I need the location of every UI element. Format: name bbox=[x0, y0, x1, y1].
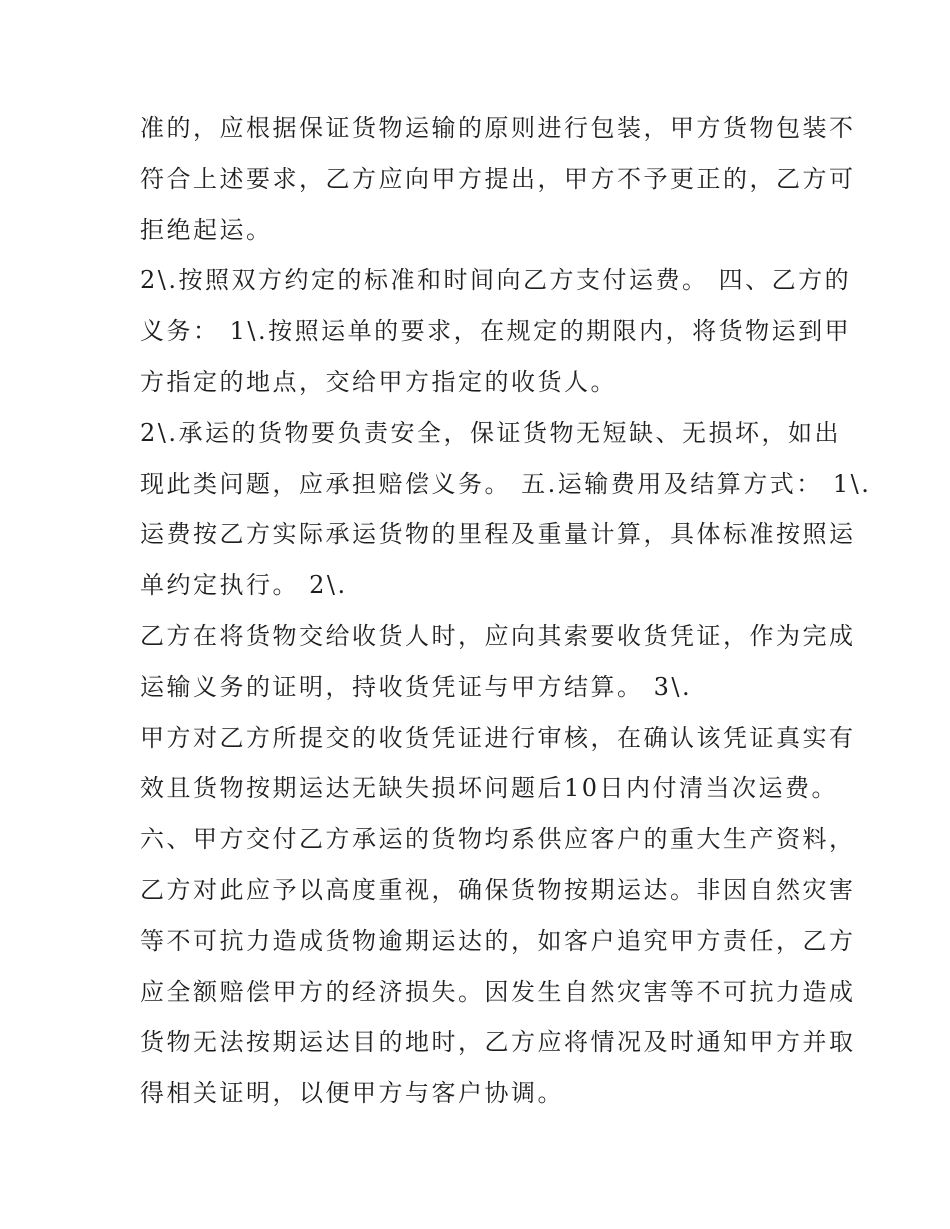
text-line: 符合上述要求，乙方应向甲方提出，甲方不予更正的，乙方可 bbox=[140, 164, 856, 193]
text-line: 效且货物按期运达无缺失损坏问题后10日内付清当次运费。 bbox=[140, 774, 839, 803]
text-line: 运费按乙方实际承运货物的里程及重量计算，具体标准按照运 bbox=[140, 520, 856, 549]
text-line: 单约定执行。 2\. bbox=[140, 571, 348, 600]
text-line: 等不可抗力造成货物逾期运达的，如客户追究甲方责任，乙方 bbox=[140, 926, 856, 955]
text-line: 乙方在将货物交给收货人时，应向其索要收货凭证，作为完成 bbox=[140, 621, 856, 650]
text-line: 拒绝起运。 bbox=[140, 215, 273, 244]
text-line: 六、甲方交付乙方承运的货物均系供应客户的重大生产资料， bbox=[140, 825, 856, 854]
text-line: 得相关证明，以便甲方与客户协调。 bbox=[140, 1079, 564, 1108]
text-line: 义务： 1\.按照运单的要求，在规定的期限内，将货物运到甲 bbox=[140, 317, 852, 346]
text-line: 运输义务的证明，持收货凭证与甲方结算。 3\. bbox=[140, 672, 693, 701]
text-line: 2\.承运的货物要负责安全，保证货物无短缺、无损坏，如出 bbox=[140, 418, 841, 447]
text-line: 方指定的地点，交给甲方指定的收货人。 bbox=[140, 367, 617, 396]
text-line: 现此类问题，应承担赔偿义务。 五.运输费用及结算方式： 1\. bbox=[140, 469, 872, 498]
text-line: 乙方对此应予以高度重视，确保货物按期运达。非因自然灾害 bbox=[140, 875, 856, 904]
text-line: 应全额赔偿甲方的经济损失。因发生自然灾害等不可抗力造成 bbox=[140, 977, 856, 1006]
contract-body-text bbox=[140, 105, 872, 1121]
text-line: 货物无法按期运达目的地时，乙方应将情况及时通知甲方并取 bbox=[140, 1028, 856, 1057]
text-line: 2\.按照双方约定的标准和时间向乙方支付运费。 四、乙方的 bbox=[140, 266, 852, 295]
text-line: 甲方对乙方所提交的收货凭证进行审核，在确认该凭证真实有 bbox=[140, 723, 856, 752]
text-line: 准的，应根据保证货物运输的原则进行包装，甲方货物包装不 bbox=[140, 114, 856, 142]
